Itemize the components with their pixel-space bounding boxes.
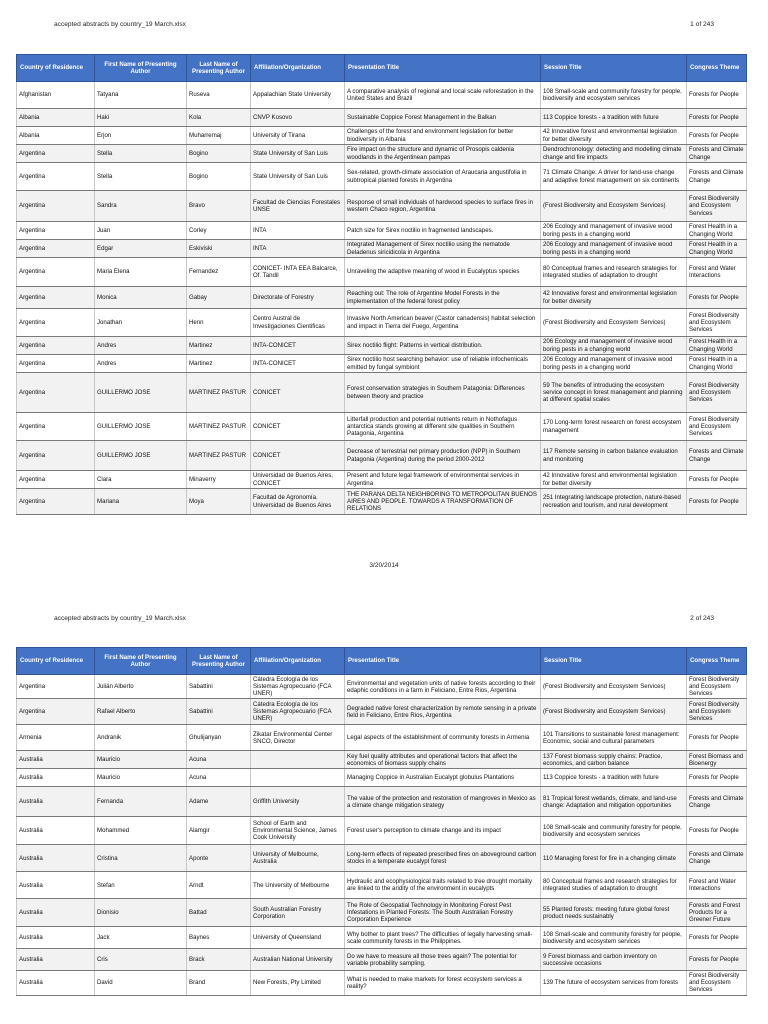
col-presentation-title: Fire impact on the structure and dynamic of Prosopis caldenia woodlands in the Argentinean pampas	[345, 145, 541, 163]
col-last-name: Battad	[187, 899, 251, 927]
col-country: Argentina	[17, 163, 95, 191]
column-header-country: Country of Residence	[17, 55, 95, 82]
col-session-title: (Forest Biodiversity and Ecosystem Services)	[541, 191, 687, 222]
col-presentation-title: Forest conservation strategies in Southern Patagonia: Differences between theory and practice	[345, 373, 541, 413]
col-country: Argentina	[17, 240, 95, 258]
col-session-title: 59 The benefits of introducing the ecosystem service concept in forest management and planning at different spatial scales	[541, 373, 687, 413]
col-presentation-title: Sustainable Coppice Forest Management in the Balkan	[345, 109, 541, 127]
col-last-name: Martinez	[187, 355, 251, 373]
table-row	[17, 899, 747, 927]
col-country: Argentina	[17, 373, 95, 413]
col-affiliation: Zikatar Environmental Center SNCO, Director	[251, 725, 345, 751]
col-country: Argentina	[17, 191, 95, 222]
col-first-name: Monica	[95, 287, 187, 309]
table-row	[17, 787, 747, 817]
col-presentation-title: Do we have to measure all those trees again? The potential for variable probability sampling.	[345, 949, 541, 971]
table-row	[17, 287, 747, 309]
column-header-session-title: Session Title	[541, 55, 687, 82]
col-session-title: 108 Small-scale and community forestry for people, biodiversity and ecosystem services	[541, 927, 687, 949]
col-first-name: GUILLERMO JOSE	[95, 413, 187, 441]
col-country: Australia	[17, 845, 95, 872]
col-country: Afghanistan	[17, 82, 95, 109]
col-first-name: GUILLERMO JOSE	[95, 373, 187, 413]
col-congress-theme: Forests for People	[687, 82, 747, 109]
col-session-title: 42 Innovative forest and environmental legislation for better diversity	[541, 287, 687, 309]
col-last-name: Sabattini	[187, 699, 251, 725]
col-country: Australia	[17, 769, 95, 787]
col-country: Argentina	[17, 489, 95, 515]
col-country: Argentina	[17, 675, 95, 699]
col-last-name: Muharremaj	[187, 127, 251, 145]
table-row	[17, 817, 747, 845]
col-last-name: Brack	[187, 949, 251, 971]
col-session-title: (Forest Biodiversity and Ecosystem Services)	[541, 675, 687, 699]
col-presentation-title: The value of the protection and restoration of mangroves in Mexico as a climate change mitigation strategy	[345, 787, 541, 817]
col-presentation-title: Litterfall production and potential nutrients return in Nothofagus antarctica stands growing at different site qualities in Southern Patagonia, Argentina	[345, 413, 541, 441]
col-session-title: 206 Ecology and management of invasive wood boring pests in a changing world	[541, 337, 687, 355]
col-congress-theme: Forest Biodiversity and Ecosystem Services	[687, 971, 747, 995]
col-last-name: Acuna	[187, 751, 251, 769]
col-congress-theme: Forests and Climate Change	[687, 441, 747, 471]
col-session-title: 108 Small-scale and community forestry for people, biodiversity and ecosystem services	[541, 817, 687, 845]
col-presentation-title: Legal aspects of the establishment of community forests in Armenia	[345, 725, 541, 751]
col-congress-theme: Forests for People	[687, 725, 747, 751]
col-affiliation: INTA-CONICET	[251, 337, 345, 355]
col-presentation-title: The Role of Geospatial Technology in Monitoring Forest Pest Infestations in Planted Forests: The South Australian Forestry Corporation Experience	[345, 899, 541, 927]
col-affiliation	[251, 751, 345, 769]
col-session-title: 108 Small-scale and community forestry for people, biodiversity and ecosystem services	[541, 82, 687, 109]
col-congress-theme: Forests and Climate Change	[687, 787, 747, 817]
col-affiliation: Facultad de Agronomía. Universidad de Buenos Aires	[251, 489, 345, 515]
page-number: 1 of 243	[690, 21, 714, 28]
col-presentation-title: Response of small individuals of hardwood species to surface fires in western Chaco region, Argentina	[345, 191, 541, 222]
col-session-title: 80 Conceptual frames and research strategies for integrated studies of adaptation to drought	[541, 258, 687, 287]
col-session-title: Dendrochronology: detecting and modelling climate change and fire impacts	[541, 145, 687, 163]
col-session-title: (Forest Biodiversity and Ecosystem Services)	[541, 699, 687, 725]
col-presentation-title: Integrated Management of Sirex noctilio using the nematode Deladenus siricidicola in Argentina	[345, 240, 541, 258]
col-country: Australia	[17, 817, 95, 845]
col-first-name: Fernanda	[95, 787, 187, 817]
col-affiliation: South Australian Forestry Corporation	[251, 899, 345, 927]
col-country: Albania	[17, 127, 95, 145]
table-row	[17, 927, 747, 949]
col-country: Australia	[17, 787, 95, 817]
col-congress-theme: Forest and Water Interactions	[687, 258, 747, 287]
column-header-first-name: First Name of Presenting Author	[95, 648, 187, 675]
col-country: Argentina	[17, 145, 95, 163]
table-row	[17, 471, 747, 489]
col-presentation-title: Invasive North American beaver (Castor canadensis) habitat selection and impact in Tierra del Fuego, Argentina	[345, 309, 541, 337]
col-affiliation: Griffith University	[251, 787, 345, 817]
col-last-name: Moya	[187, 489, 251, 515]
col-congress-theme: Forest Health in a Changing World	[687, 222, 747, 240]
col-country: Australia	[17, 971, 95, 995]
col-congress-theme: Forests for People	[687, 489, 747, 515]
document-filename: accepted abstracts by country_19 March.xlsx	[54, 615, 186, 622]
col-affiliation: CONICET- INTA EEA Balcarce, Of. Tandil	[251, 258, 345, 287]
column-header-last-name: Last Name of Presenting Author	[187, 55, 251, 82]
col-first-name: Julián Alberto	[95, 675, 187, 699]
column-header-country: Country of Residence	[17, 648, 95, 675]
table-row	[17, 373, 747, 413]
col-session-title: 206 Ecology and management of invasive wood boring pests in a changing world	[541, 355, 687, 373]
col-first-name: Andres	[95, 355, 187, 373]
col-country: Australia	[17, 899, 95, 927]
col-congress-theme: Forests for People	[687, 949, 747, 971]
col-congress-theme: Forest Health in a Changing World	[687, 337, 747, 355]
table-row	[17, 489, 747, 515]
col-presentation-title: Managing Coppice in Australian Eucalypt globulus Plantations	[345, 769, 541, 787]
col-affiliation: Centro Austral de Investigaciones Cientificas	[251, 309, 345, 337]
document-filename: accepted abstracts by country_19 March.xlsx	[54, 21, 186, 28]
col-last-name: Minaverry	[187, 471, 251, 489]
col-congress-theme: Forest Biomass and Bioenergy	[687, 751, 747, 769]
col-first-name: Andres	[95, 337, 187, 355]
col-first-name: Mohammed	[95, 817, 187, 845]
col-last-name: Bogino	[187, 145, 251, 163]
column-header-last-name: Last Name of Presenting Author	[187, 648, 251, 675]
col-last-name: MARTINEZ PASTUR	[187, 441, 251, 471]
col-presentation-title: Reaching out: The role of Argentine Model Forests in the implementation of the federal forest policy	[345, 287, 541, 309]
table-row	[17, 699, 747, 725]
col-first-name: Sandra	[95, 191, 187, 222]
col-affiliation: Appalachian State University	[251, 82, 345, 109]
col-last-name: Sabattini	[187, 675, 251, 699]
col-congress-theme: Forests for People	[687, 817, 747, 845]
col-session-title: (Forest Biodiversity and Ecosystem Services)	[541, 309, 687, 337]
column-header-affiliation: Affiliation/Organization	[251, 55, 345, 82]
column-header-session-title: Session Title	[541, 648, 687, 675]
col-affiliation: Facultad de Ciencias Forestales UNSE	[251, 191, 345, 222]
col-country: Argentina	[17, 355, 95, 373]
col-last-name: Eskiviski	[187, 240, 251, 258]
col-country: Argentina	[17, 309, 95, 337]
col-presentation-title: Degraded native forest characterization by remote sensing in a private field in Feliciano, Entre Rios, Argentina	[345, 699, 541, 725]
col-first-name: Clara	[95, 471, 187, 489]
col-country: Australia	[17, 949, 95, 971]
col-last-name: MARTINEZ PASTUR	[187, 413, 251, 441]
col-congress-theme: Forests and Climate Change	[687, 145, 747, 163]
col-session-title: 137 Forest biomass supply chains: Practice, economics, and carbon balance	[541, 751, 687, 769]
col-presentation-title: Unraveling the adaptive meaning of wood in Eucalyptus species	[345, 258, 541, 287]
col-presentation-title: What is needed to make markets for forest ecosystem services a reality?	[345, 971, 541, 995]
col-country: Argentina	[17, 222, 95, 240]
col-session-title: 42 Innovative forest and environmental legislation for better diversity	[541, 471, 687, 489]
col-affiliation: Cátedra Ecología de los Sistemas Agropecuario (FCA UNER)	[251, 675, 345, 699]
col-affiliation: Directorate of Forestry	[251, 287, 345, 309]
table-row	[17, 222, 747, 240]
col-country: Armenia	[17, 725, 95, 751]
col-session-title: 42 Innovative forest and environmental legislation for better diversity	[541, 127, 687, 145]
column-header-presentation-title: Presentation Title	[345, 55, 541, 82]
table-row	[17, 240, 747, 258]
col-last-name: Arndt	[187, 872, 251, 899]
col-session-title: 206 Ecology and management of invasive wood boring pests in a changing world	[541, 222, 687, 240]
col-first-name: Mauricio	[95, 769, 187, 787]
col-presentation-title: A comparative analysis of regional and local scale reforestation in the United States and Brazil	[345, 82, 541, 109]
col-congress-theme: Forest Biodiversity and Ecosystem Services	[687, 309, 747, 337]
table-row	[17, 163, 747, 191]
table-row	[17, 355, 747, 373]
col-first-name: Mauricio	[95, 751, 187, 769]
col-affiliation: Universidad de Buenos Aires, CONICET	[251, 471, 345, 489]
col-congress-theme: Forest Health in a Changing World	[687, 240, 747, 258]
col-last-name: Fernandez	[187, 258, 251, 287]
col-country: Argentina	[17, 413, 95, 441]
col-affiliation: The University of Melbourne	[251, 872, 345, 899]
col-first-name: Andranik	[95, 725, 187, 751]
col-first-name: Stella	[95, 163, 187, 191]
col-presentation-title: Sirex noctilio flight: Patterns in vertical distribution.	[345, 337, 541, 355]
col-country: Argentina	[17, 337, 95, 355]
col-affiliation: Australian National University	[251, 949, 345, 971]
footer-date: 3/20/2014	[369, 562, 399, 569]
col-affiliation: CONICET	[251, 373, 345, 413]
table-row	[17, 109, 747, 127]
column-header-first-name: First Name of Presenting Author	[95, 55, 187, 82]
col-last-name: Alamgir	[187, 817, 251, 845]
col-first-name: Rafael Alberto	[95, 699, 187, 725]
table-row	[17, 191, 747, 222]
col-presentation-title: Key fuel quality attributes and operational factors that affect the economics of biomass supply chains	[345, 751, 541, 769]
col-country: Argentina	[17, 258, 95, 287]
col-presentation-title: Sirex noctilio host searching behavior: use of reliable infochemicals emitted by fungal symbiont	[345, 355, 541, 373]
col-last-name: Bogino	[187, 163, 251, 191]
col-country: Argentina	[17, 287, 95, 309]
col-last-name: MARTINEZ PASTUR	[187, 373, 251, 413]
col-presentation-title: Hydraulic and ecophysiological traits related to tree drought mortality are linked to the aridity of the environment in eucalypts	[345, 872, 541, 899]
col-first-name: Haki	[95, 109, 187, 127]
col-session-title: 170 Long-term forest research on forest ecosystem management	[541, 413, 687, 441]
col-country: Argentina	[17, 441, 95, 471]
col-affiliation: State University of San Luis	[251, 163, 345, 191]
col-affiliation: School of Earth and Environmental Science, James Cook University	[251, 817, 345, 845]
col-affiliation: University of Queensland	[251, 927, 345, 949]
col-first-name: Jack	[95, 927, 187, 949]
table-header-row	[17, 55, 747, 82]
col-session-title: 117 Remote sensing in carbon balance evaluation and monitoring	[541, 441, 687, 471]
col-last-name: Henn	[187, 309, 251, 337]
table-row	[17, 82, 747, 109]
col-presentation-title: Present and future legal framework of environmental services in Argentina	[345, 471, 541, 489]
col-session-title: 139 The future of ecosystem services from forests	[541, 971, 687, 995]
col-session-title: 113 Coppice forests - a tradition with future	[541, 769, 687, 787]
col-first-name: Cris	[95, 949, 187, 971]
table-row	[17, 413, 747, 441]
col-presentation-title: Forest user's perception to climate change and its impact	[345, 817, 541, 845]
col-session-title: 101 Transitions to sustainable forest management: Economic, social and cultural parameters	[541, 725, 687, 751]
col-first-name: David	[95, 971, 187, 995]
table-row	[17, 309, 747, 337]
col-country: Argentina	[17, 471, 95, 489]
col-first-name: Stefan	[95, 872, 187, 899]
col-first-name: GUILLERMO JOSE	[95, 441, 187, 471]
col-congress-theme: Forests and Climate Change	[687, 845, 747, 872]
col-country: Australia	[17, 751, 95, 769]
col-last-name: Baynes	[187, 927, 251, 949]
col-country: Argentina	[17, 699, 95, 725]
col-first-name: Maria Elena	[95, 258, 187, 287]
col-congress-theme: Forest Biodiversity and Ecosystem Services	[687, 699, 747, 725]
col-country: Albania	[17, 109, 95, 127]
col-congress-theme: Forests for People	[687, 471, 747, 489]
col-affiliation: University of Melbourne, Australia	[251, 845, 345, 872]
col-presentation-title: Challenges of the forest and environment legislation for better biodiversity in Albania	[345, 127, 541, 145]
col-last-name: Brand	[187, 971, 251, 995]
col-last-name: Bravo	[187, 191, 251, 222]
table-row	[17, 751, 747, 769]
col-congress-theme: Forest Biodiversity and Ecosystem Services	[687, 373, 747, 413]
col-first-name: Juan	[95, 222, 187, 240]
col-last-name: Adame	[187, 787, 251, 817]
col-affiliation: INTA	[251, 222, 345, 240]
col-session-title: 55 Planted forests: meeting future global forest product needs sustainably	[541, 899, 687, 927]
col-first-name: Stella	[95, 145, 187, 163]
col-congress-theme: Forests for People	[687, 127, 747, 145]
table-row	[17, 845, 747, 872]
col-last-name: Aponte	[187, 845, 251, 872]
col-first-name: Edgar	[95, 240, 187, 258]
col-congress-theme: Forests for People	[687, 927, 747, 949]
table-row	[17, 675, 747, 699]
col-congress-theme: Forests for People	[687, 769, 747, 787]
table-row	[17, 725, 747, 751]
col-first-name: Dionisio	[95, 899, 187, 927]
col-affiliation: State University of San Luis	[251, 145, 345, 163]
table-row	[17, 441, 747, 471]
col-congress-theme: Forest Biodiversity and Ecosystem Services	[687, 675, 747, 699]
table-row	[17, 949, 747, 971]
column-header-congress-theme: Congress Theme	[687, 648, 747, 675]
col-session-title: 206 Ecology and management of invasive wood boring pests in a changing world	[541, 240, 687, 258]
table-row	[17, 971, 747, 995]
col-congress-theme: Forest Biodiversity and Ecosystem Services	[687, 413, 747, 441]
col-last-name: Kola	[187, 109, 251, 127]
col-affiliation: University of Tirana	[251, 127, 345, 145]
col-congress-theme: Forests for People	[687, 287, 747, 309]
col-presentation-title: Long-term effects of repeated prescribed fires on aboveground carbon stocks in a temperate eucalypt forest	[345, 845, 541, 872]
table-row	[17, 258, 747, 287]
col-congress-theme: Forest Biodiversity and Ecosystem Services	[687, 191, 747, 222]
abstracts-table	[16, 647, 747, 996]
col-affiliation: New Forests, Pty Limited	[251, 971, 345, 995]
col-last-name: Gabay	[187, 287, 251, 309]
col-first-name: Cristina	[95, 845, 187, 872]
col-first-name: Mariana	[95, 489, 187, 515]
col-presentation-title: Why bother to plant trees? The difficulties of legally harvesting small-scale community forests in the Philippines.	[345, 927, 541, 949]
table-row	[17, 145, 747, 163]
table-row	[17, 872, 747, 899]
col-congress-theme: Forests for People	[687, 109, 747, 127]
page-number: 2 of 243	[690, 615, 714, 622]
col-affiliation: INTA	[251, 240, 345, 258]
col-last-name: Ruseva	[187, 82, 251, 109]
col-last-name: Corley	[187, 222, 251, 240]
column-header-affiliation: Affiliation/Organization	[251, 648, 345, 675]
col-presentation-title: Patch size for Sirex noctilio in fragmented landscapes.	[345, 222, 541, 240]
col-session-title: 81 Tropical forest wetlands, climate, and land-use change: Adaptation and mitigation opportunities	[541, 787, 687, 817]
col-presentation-title: THE PARANA DELTA NEIGHBORING TO METROPOLITAN BUENOS AIRES AND PEOPLE. TOWARDS A TRANSFORMATION OF RELATIONS	[345, 489, 541, 515]
col-congress-theme: Forests and Forest Products for a Greener Future	[687, 899, 747, 927]
col-congress-theme: Forest Health in a Changing World	[687, 355, 747, 373]
table-row	[17, 337, 747, 355]
col-presentation-title: Decrease of terrestrial net primary production (NPP) in Southern Patagonia (Argentina) during the period 2000-2012	[345, 441, 541, 471]
abstracts-table	[16, 54, 747, 515]
col-affiliation: CNVP Kosovo	[251, 109, 345, 127]
col-session-title: 251 Integrating landscape protection, nature-based recreation and tourism, and rural development	[541, 489, 687, 515]
col-first-name: Erjon	[95, 127, 187, 145]
col-first-name: Jonathan	[95, 309, 187, 337]
table-header-row	[17, 648, 747, 675]
column-header-presentation-title: Presentation Title	[345, 648, 541, 675]
col-session-title: 110 Managing forest for fire in a changing climate	[541, 845, 687, 872]
col-affiliation: INTA-CONICET	[251, 355, 345, 373]
col-session-title: 80 Conceptual frames and research strategies for integrated studies of adaptation to drought	[541, 872, 687, 899]
col-last-name: Acuna	[187, 769, 251, 787]
col-session-title: 113 Coppice forests - a tradition with future	[541, 109, 687, 127]
col-session-title: 71 Climate Change: A driver for land-use change and adaptive forest management on six continents	[541, 163, 687, 191]
col-presentation-title: Environmental and vegetation units of native forests according to their edaphic conditions in a farm in Feliciano, Entre Rios, Argentina	[345, 675, 541, 699]
col-presentation-title: Sex-related, growth-climate association of Araucaria angustifolia in subtropical planted forests in Argentina	[345, 163, 541, 191]
table-row	[17, 769, 747, 787]
col-affiliation: CONICET	[251, 413, 345, 441]
col-last-name: Martinez	[187, 337, 251, 355]
col-affiliation: Cátedra Ecología de los Sistemas Agropecuario (FCA UNER)	[251, 699, 345, 725]
col-congress-theme: Forests and Climate Change	[687, 163, 747, 191]
col-affiliation: CONICET	[251, 441, 345, 471]
table-row	[17, 127, 747, 145]
col-first-name: Tatyana	[95, 82, 187, 109]
col-session-title: 9 Forest biomass and carbon inventory on successive occasions	[541, 949, 687, 971]
col-affiliation	[251, 769, 345, 787]
col-last-name: Ghulijanyan	[187, 725, 251, 751]
col-country: Australia	[17, 872, 95, 899]
column-header-congress-theme: Congress Theme	[687, 55, 747, 82]
col-congress-theme: Forest and Water Interactions	[687, 872, 747, 899]
col-country: Australia	[17, 927, 95, 949]
